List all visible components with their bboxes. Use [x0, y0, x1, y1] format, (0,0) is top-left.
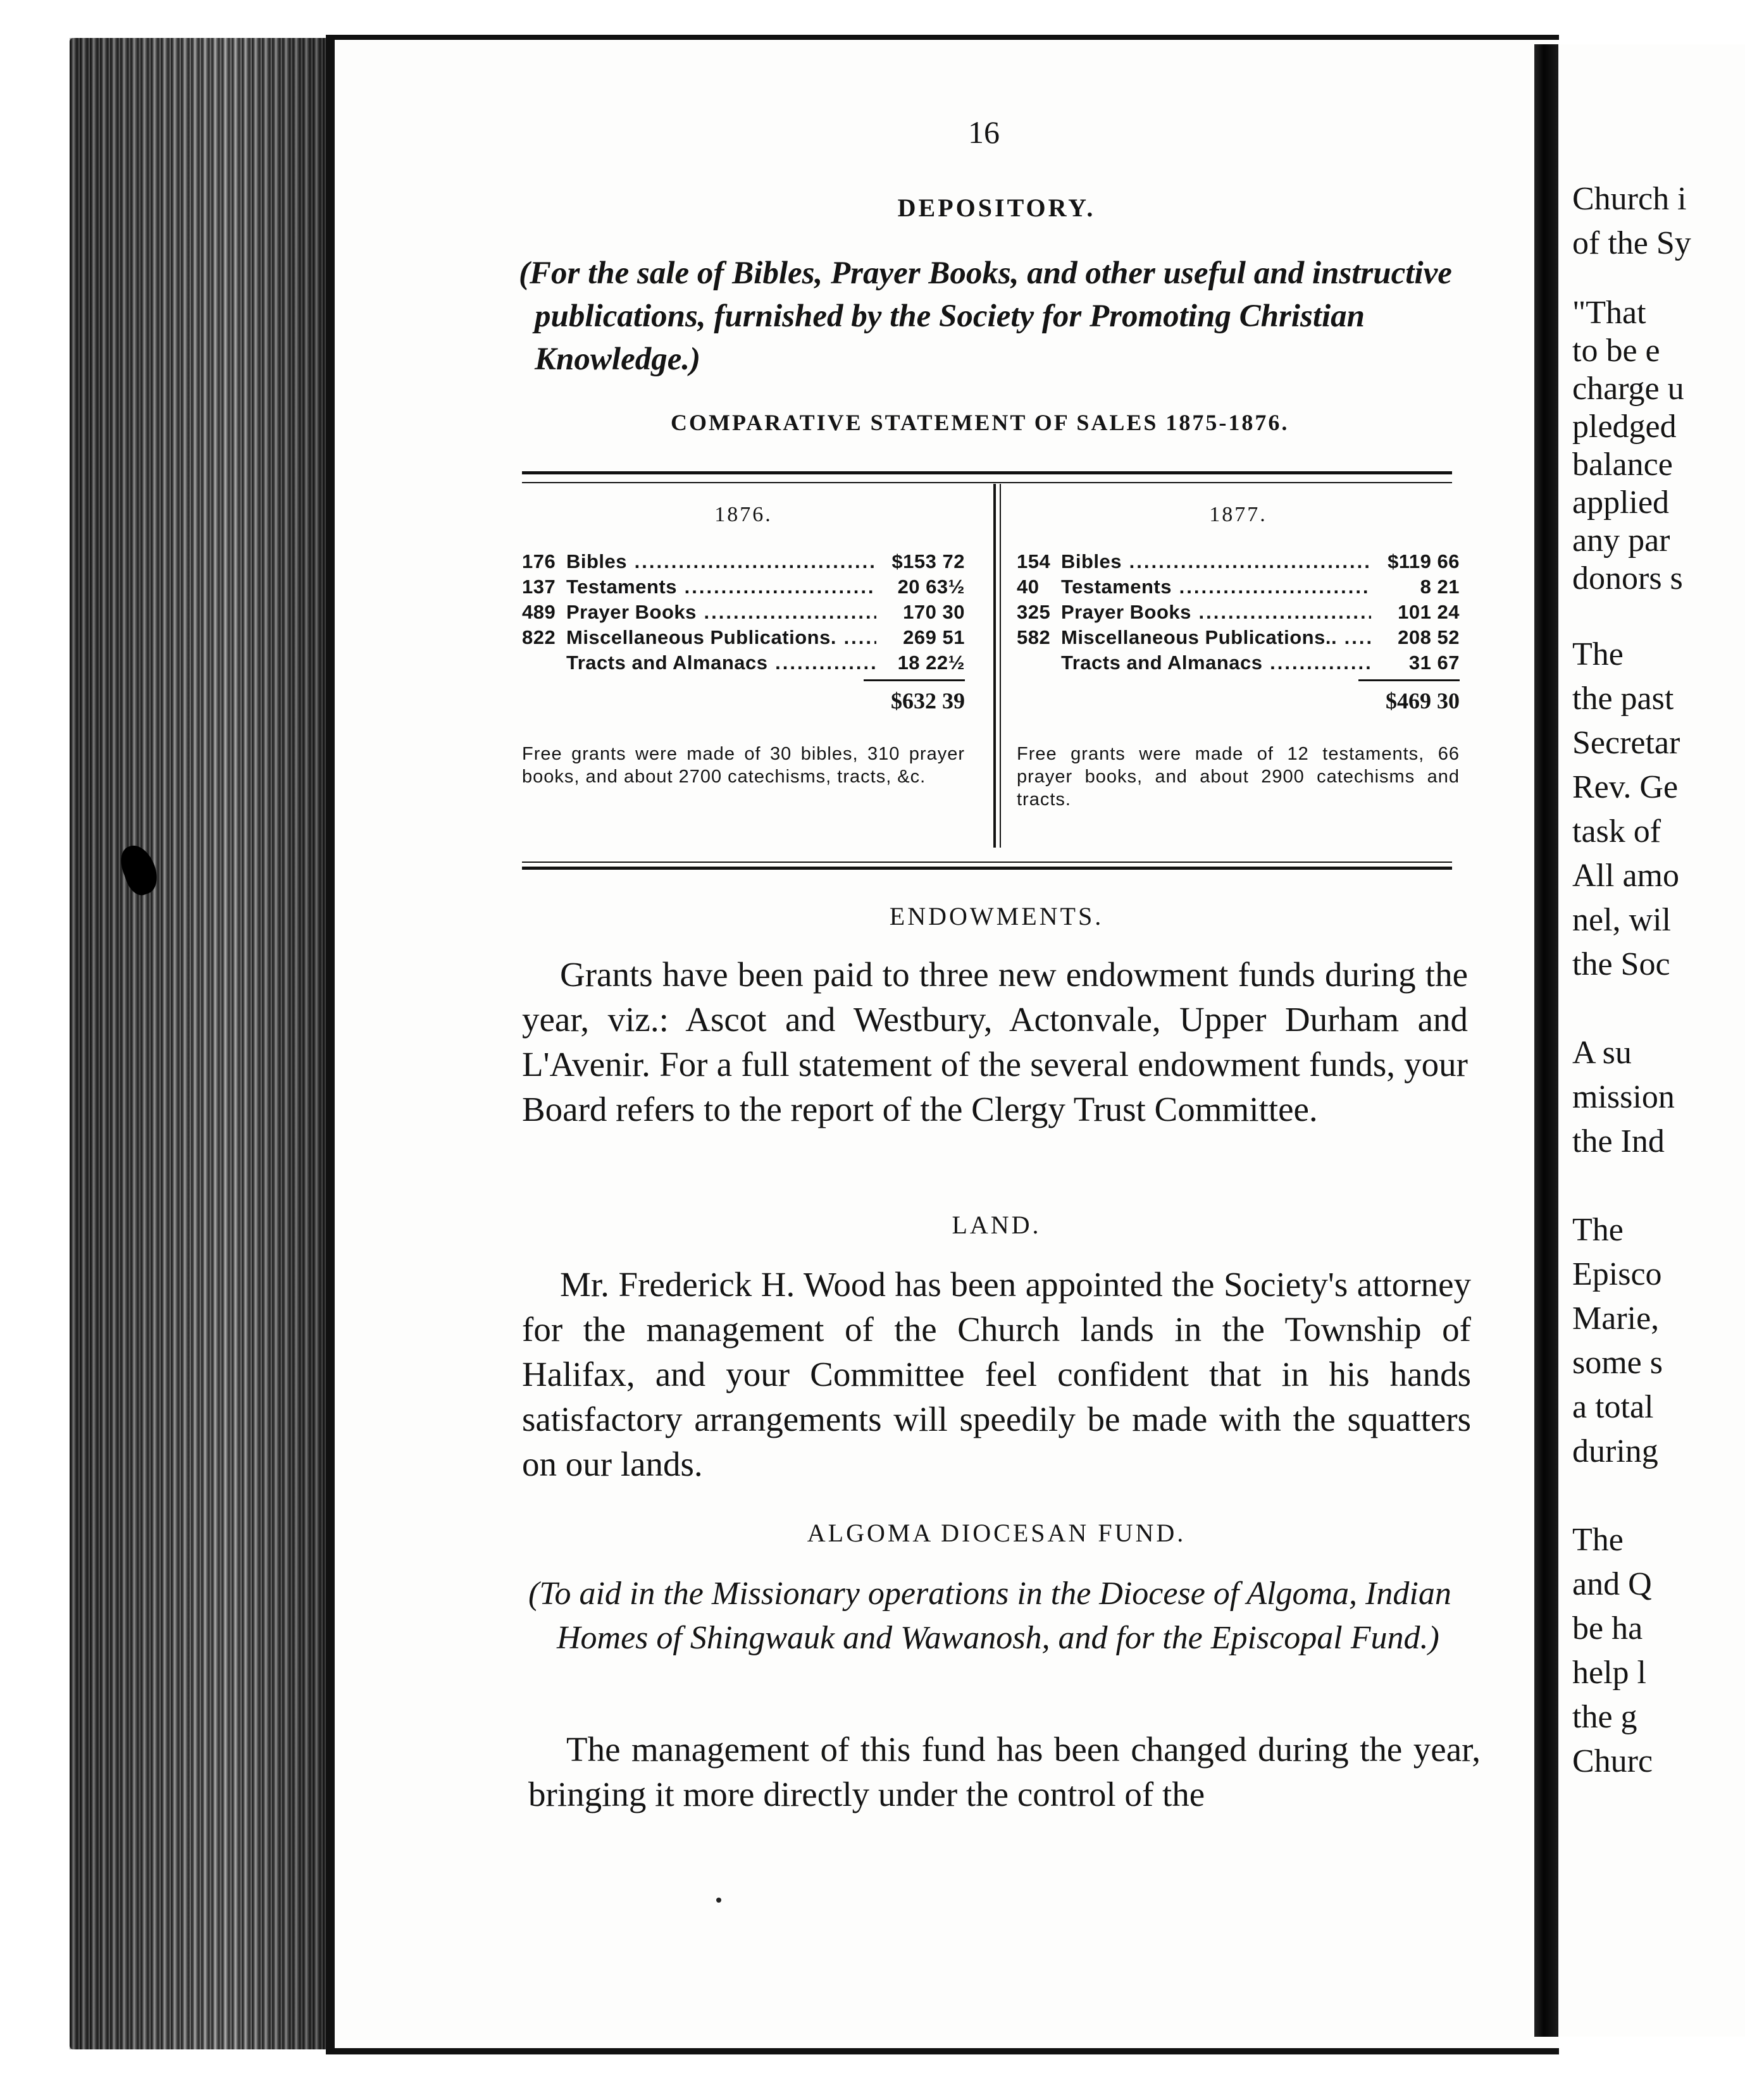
land-paragraph: Mr. Frederick H. Wood has been appointed the Society's attorney for the management of the Church lands in the Township of Halifax, and your Committee feel confident that in his hands satisfactory arrangements will speedily be made with the squatters on our lands.: [522, 1265, 1471, 1483]
qty-cell: [522, 650, 566, 676]
year-label: 1877.: [1209, 503, 1267, 526]
facing-line: during: [1572, 1433, 1658, 1469]
facing-line: Secretar: [1572, 725, 1680, 761]
qty-cell: 325: [1017, 601, 1051, 623]
facing-line: charge u: [1572, 371, 1684, 407]
algoma-heading: ALGOMA DIOCESAN FUND.: [807, 1519, 1186, 1547]
page-number: 16: [968, 114, 1000, 150]
endowments-heading: ENDOWMENTS.: [889, 902, 1104, 930]
total-1876: $632 39: [891, 688, 965, 713]
book-gutter: [1534, 44, 1558, 2037]
amount-cell: $153 72: [891, 550, 965, 572]
endowments-paragraph: Grants have been paid to three new endowment funds during the year, viz.: Ascot and Westbury, Actonvale, Upper Durham and L'Avenir. For a full statement of the several endowment funds, your Board refers to the report of the Clergy Trust Committee.: [522, 955, 1468, 1128]
facing-line: and Q: [1572, 1566, 1652, 1602]
item-cell: Prayer Books .....: [1061, 600, 1371, 625]
facing-line: applied: [1572, 485, 1670, 521]
qty-cell: [1017, 650, 1061, 676]
free-grants-note-1877: Free grants were made of 12 testaments, 66 prayer books, and about 2900 catechisms and tracts.: [1017, 744, 1460, 810]
sales-column-1877: [1017, 471, 1460, 811]
qty-cell: 822: [522, 626, 556, 648]
item-cell: Prayer Books .....: [566, 600, 876, 625]
total-1877: $469 30: [1386, 688, 1460, 713]
qty-cell: 137: [522, 576, 556, 598]
table-row: [1017, 600, 1460, 625]
amount-cell: 101 24: [1398, 601, 1460, 623]
qty-cell: 582: [1017, 626, 1051, 648]
facing-line: a total: [1572, 1389, 1654, 1425]
facing-page: [1560, 44, 1745, 2037]
facing-line: help l: [1572, 1655, 1646, 1691]
table-row: [522, 574, 965, 600]
amount-cell: 31 67: [1408, 652, 1460, 674]
facing-line: the Ind: [1572, 1123, 1665, 1159]
amount-cell: 208 52: [1398, 626, 1460, 648]
qty-cell: 154: [1017, 550, 1051, 572]
table-row: [522, 650, 965, 676]
algoma-paragraph: The management of this fund has been changed during the year, bringing it more directly under the control of the: [528, 1730, 1481, 1813]
table-row: [1017, 549, 1460, 574]
facing-line: to be e: [1572, 333, 1660, 369]
item-cell: Testaments .....: [566, 574, 876, 600]
item-cell: Bibles .....: [566, 549, 876, 574]
item-cell: Tracts and Almanacs .....: [566, 650, 876, 676]
facing-line: mission: [1572, 1079, 1675, 1115]
algoma-subheading: (To aid in the Missionary operations in the Diocese of Algoma, Indian Homes of Shingwauk and Wawanosh, and for the Episcopal Fund.): [528, 1576, 1451, 1656]
column-divider-thin: [1000, 484, 1001, 848]
facing-line: balance: [1572, 447, 1673, 483]
table-row: [1017, 650, 1460, 676]
facing-line: the g: [1572, 1699, 1637, 1735]
amount-cell: 170 30: [903, 601, 965, 623]
facing-line: be ha: [1572, 1610, 1643, 1646]
qty-cell: 176: [522, 550, 556, 572]
table-row: [1017, 625, 1460, 650]
facing-line: The: [1572, 1212, 1624, 1248]
depository-subheading: (For the sale of Bibles, Prayer Books, and other useful and instructive publications, furnished by the Society for Promoting Christian Knowledge.): [519, 256, 1452, 377]
total-rule: [864, 679, 965, 681]
facing-line: A su: [1572, 1035, 1632, 1071]
facing-line: task of: [1572, 813, 1661, 849]
facing-line: of the Sy: [1572, 225, 1691, 261]
item-cell: Miscellaneous Publications.. .....: [1061, 625, 1371, 650]
table-bottom-rule-thick: [522, 867, 1452, 870]
column-divider: [993, 484, 996, 848]
facing-line: donors s: [1572, 560, 1683, 596]
facing-line: Church i: [1572, 181, 1687, 217]
qty-cell: 40: [1017, 576, 1040, 598]
print-speck: [716, 1898, 721, 1903]
facing-line: the past: [1572, 681, 1674, 717]
facing-line: All amo: [1572, 858, 1679, 894]
item-cell: Miscellaneous Publications. .....: [566, 625, 876, 650]
table-row: [522, 600, 965, 625]
item-cell: Tracts and Almanacs .....: [1061, 650, 1371, 676]
facing-line: any par: [1572, 522, 1670, 559]
facing-line: the Soc: [1572, 946, 1670, 982]
qty-cell: 489: [522, 601, 556, 623]
amount-cell: 269 51: [903, 626, 965, 648]
item-cell: Testaments .....: [1061, 574, 1371, 600]
table-bottom-rule: [522, 862, 1452, 863]
comparative-statement-title: COMPARATIVE STATEMENT OF SALES 1875-1876.: [671, 410, 1289, 435]
amount-cell: 20 63½: [897, 576, 965, 598]
facing-line: The: [1572, 1522, 1624, 1558]
facing-line: Episco: [1572, 1256, 1662, 1292]
facing-line: The: [1572, 636, 1624, 672]
item-cell: Bibles .....: [1061, 549, 1371, 574]
amount-cell: 8 21: [1420, 576, 1460, 598]
facing-line: some s: [1572, 1345, 1663, 1381]
table-row: [1017, 574, 1460, 600]
table-row: [522, 549, 965, 574]
sales-column-1876: [522, 471, 965, 788]
sales-table: [522, 471, 1460, 851]
facing-line: nel, wil: [1572, 902, 1671, 938]
year-label: 1876.: [714, 503, 773, 526]
facing-line: pledged: [1572, 409, 1677, 445]
free-grants-note-1876: Free grants were made of 30 bibles, 310 prayer books, and about 2700 catechisms, tracts, &c.: [522, 744, 965, 787]
facing-line: Marie,: [1572, 1300, 1660, 1337]
depository-heading: DEPOSITORY.: [897, 194, 1096, 222]
facing-line: Churc: [1572, 1743, 1653, 1779]
amount-cell: $119 66: [1388, 550, 1460, 572]
total-rule: [1358, 679, 1460, 681]
table-row: [522, 625, 965, 650]
facing-line: Rev. Ge: [1572, 769, 1679, 805]
facing-line: "That: [1572, 295, 1646, 331]
amount-cell: 18 22½: [897, 652, 965, 674]
land-heading: LAND.: [952, 1211, 1041, 1239]
